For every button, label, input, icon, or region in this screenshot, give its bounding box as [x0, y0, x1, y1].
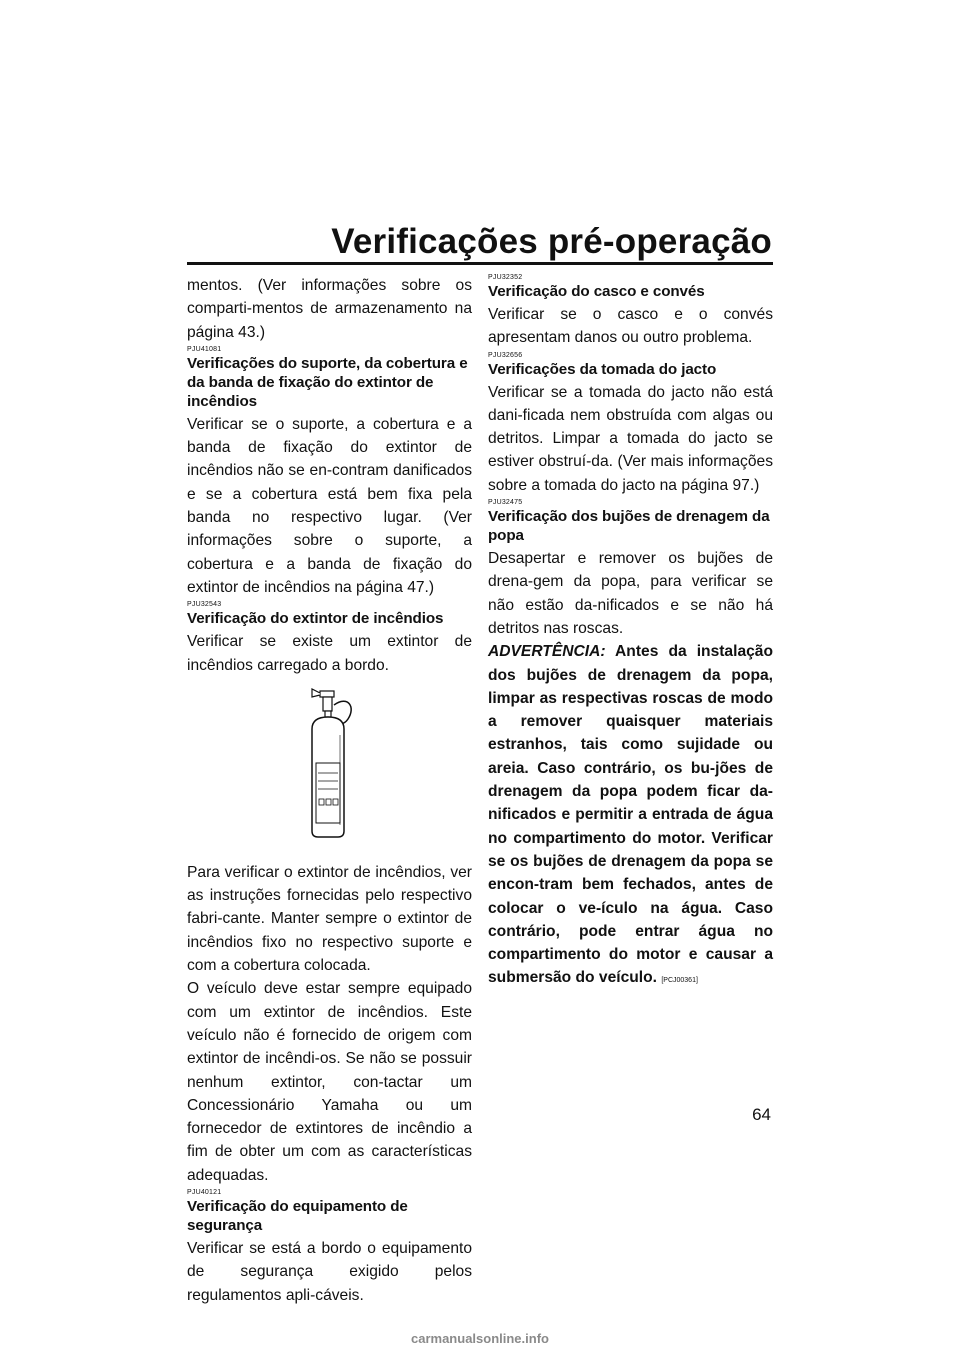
fire-extinguisher-illustration: [187, 685, 472, 845]
section-body-drain-plugs: Desapertar e remover os bujões de drena-gem da popa, para verificar se não estão da-nificados e se não há detritos nas roscas.: [488, 550, 773, 637]
section-body-safety-equipment: Verificar se está a bordo o equipamento de segurança exigido pelos regulamentos apli-cáveis.: [187, 1240, 472, 1304]
section-heading-jet-intake: Verificações da tomada do jacto: [488, 360, 717, 378]
section-heading-extinguisher: Verificação do extintor de incêndios: [187, 610, 444, 628]
warning-block: [488, 640, 773, 992]
section-heading-safety-equipment: Verificação do equipamento de segurança: [187, 1198, 408, 1235]
section-heading-drain-plugs: Verificação dos bujões de drenagem da popa: [488, 508, 770, 545]
title-rule: [187, 262, 773, 265]
section-code: PJU32543: [187, 601, 222, 609]
section-body-extinguisher-equipment: O veículo deve estar sempre equipado com um extintor de incêndios. Este veículo não é fornecido de origem com extintor de incêndi-os. Se não se possuir nenhum extintor, con-tactar um Concessionário Yamaha ou um fornecedor de extintores de incêndio a fim de obter um com as características adequadas.: [187, 980, 472, 1184]
left-column: [187, 274, 472, 1307]
page-number: 64: [752, 1105, 771, 1124]
section-code: PJU32475: [488, 499, 523, 507]
warning-text: Antes da instalação dos bujões de drenagem da popa, limpar as respectivas roscas de modo a remover quaisquer materiais estranhos, tais como sujidade ou areia. Caso contrário, os bu-jões de drenagem da popa podem ficar da-nificados e permitir a entrada de água no compartimento do motor. Verificar se os bujões de drenagem da popa se encon-tram bem fechados, antes de colocar o ve-ículo na água. Caso contrário, pode entrar água no compartimento do motor e causar a submersão do veículo.: [488, 643, 773, 987]
watermark: carmanualsonline.info: [411, 1331, 549, 1346]
section-body-extinguisher: Verificar se existe um extintor de incêndios carregado a bordo.: [187, 633, 472, 674]
warning-reference-code: [PCJ00361]: [661, 977, 698, 985]
section-heading-extinguisher-bracket: Verificações do suporte, da cobertura e da banda de fixação do extintor de incêndios: [187, 354, 468, 410]
section-code: PJU32656: [488, 351, 523, 359]
right-column: [488, 274, 773, 993]
section-body-jet-intake: Verificar se a tomada do jacto não está dani-ficada nem obstruída com algas ou detritos. Limpar a tomada do jacto se estiver obstruí-da. (Ver mais informações sobre a tomada do jacto na página 97.): [488, 383, 773, 494]
page-title: Verificações pré-operação: [331, 222, 772, 261]
warning-label: ADVERTÊNCIA:: [488, 643, 606, 661]
section-body-extinguisher-instructions: Para verificar o extintor de incêndios, ver as instruções fornecidas pelo respectivo fabri-cante. Manter sempre o extintor de incêndios fixo no respectivo suporte e com a cobertura colocada.: [187, 863, 472, 975]
section-code: PJU32352: [488, 274, 523, 281]
section-body-hull-deck: Verificar se o casco e o convés apresentam danos ou outro problema.: [488, 306, 773, 347]
section-body-extinguisher-bracket: Verificar se o suporte, a cobertura e a banda de fixação do extintor de incêndios não se en-contram danificados e se a cobertura está bem fixa pela banda no respectivo lugar. (Ver informações sobre o suporte, a cobertura e a banda de fixação do extintor de incêndios na página 47.): [187, 415, 472, 596]
section-heading-hull-deck: Verificação do casco e convés: [488, 283, 705, 300]
section-code: PJU40121: [187, 1189, 222, 1197]
section-code: PJU41081: [187, 345, 222, 353]
intro-paragraph: mentos. (Ver informações sobre os comparti-mentos de armazenamento na página 43.): [187, 277, 472, 341]
fire-extinguisher-icon: [290, 685, 370, 845]
